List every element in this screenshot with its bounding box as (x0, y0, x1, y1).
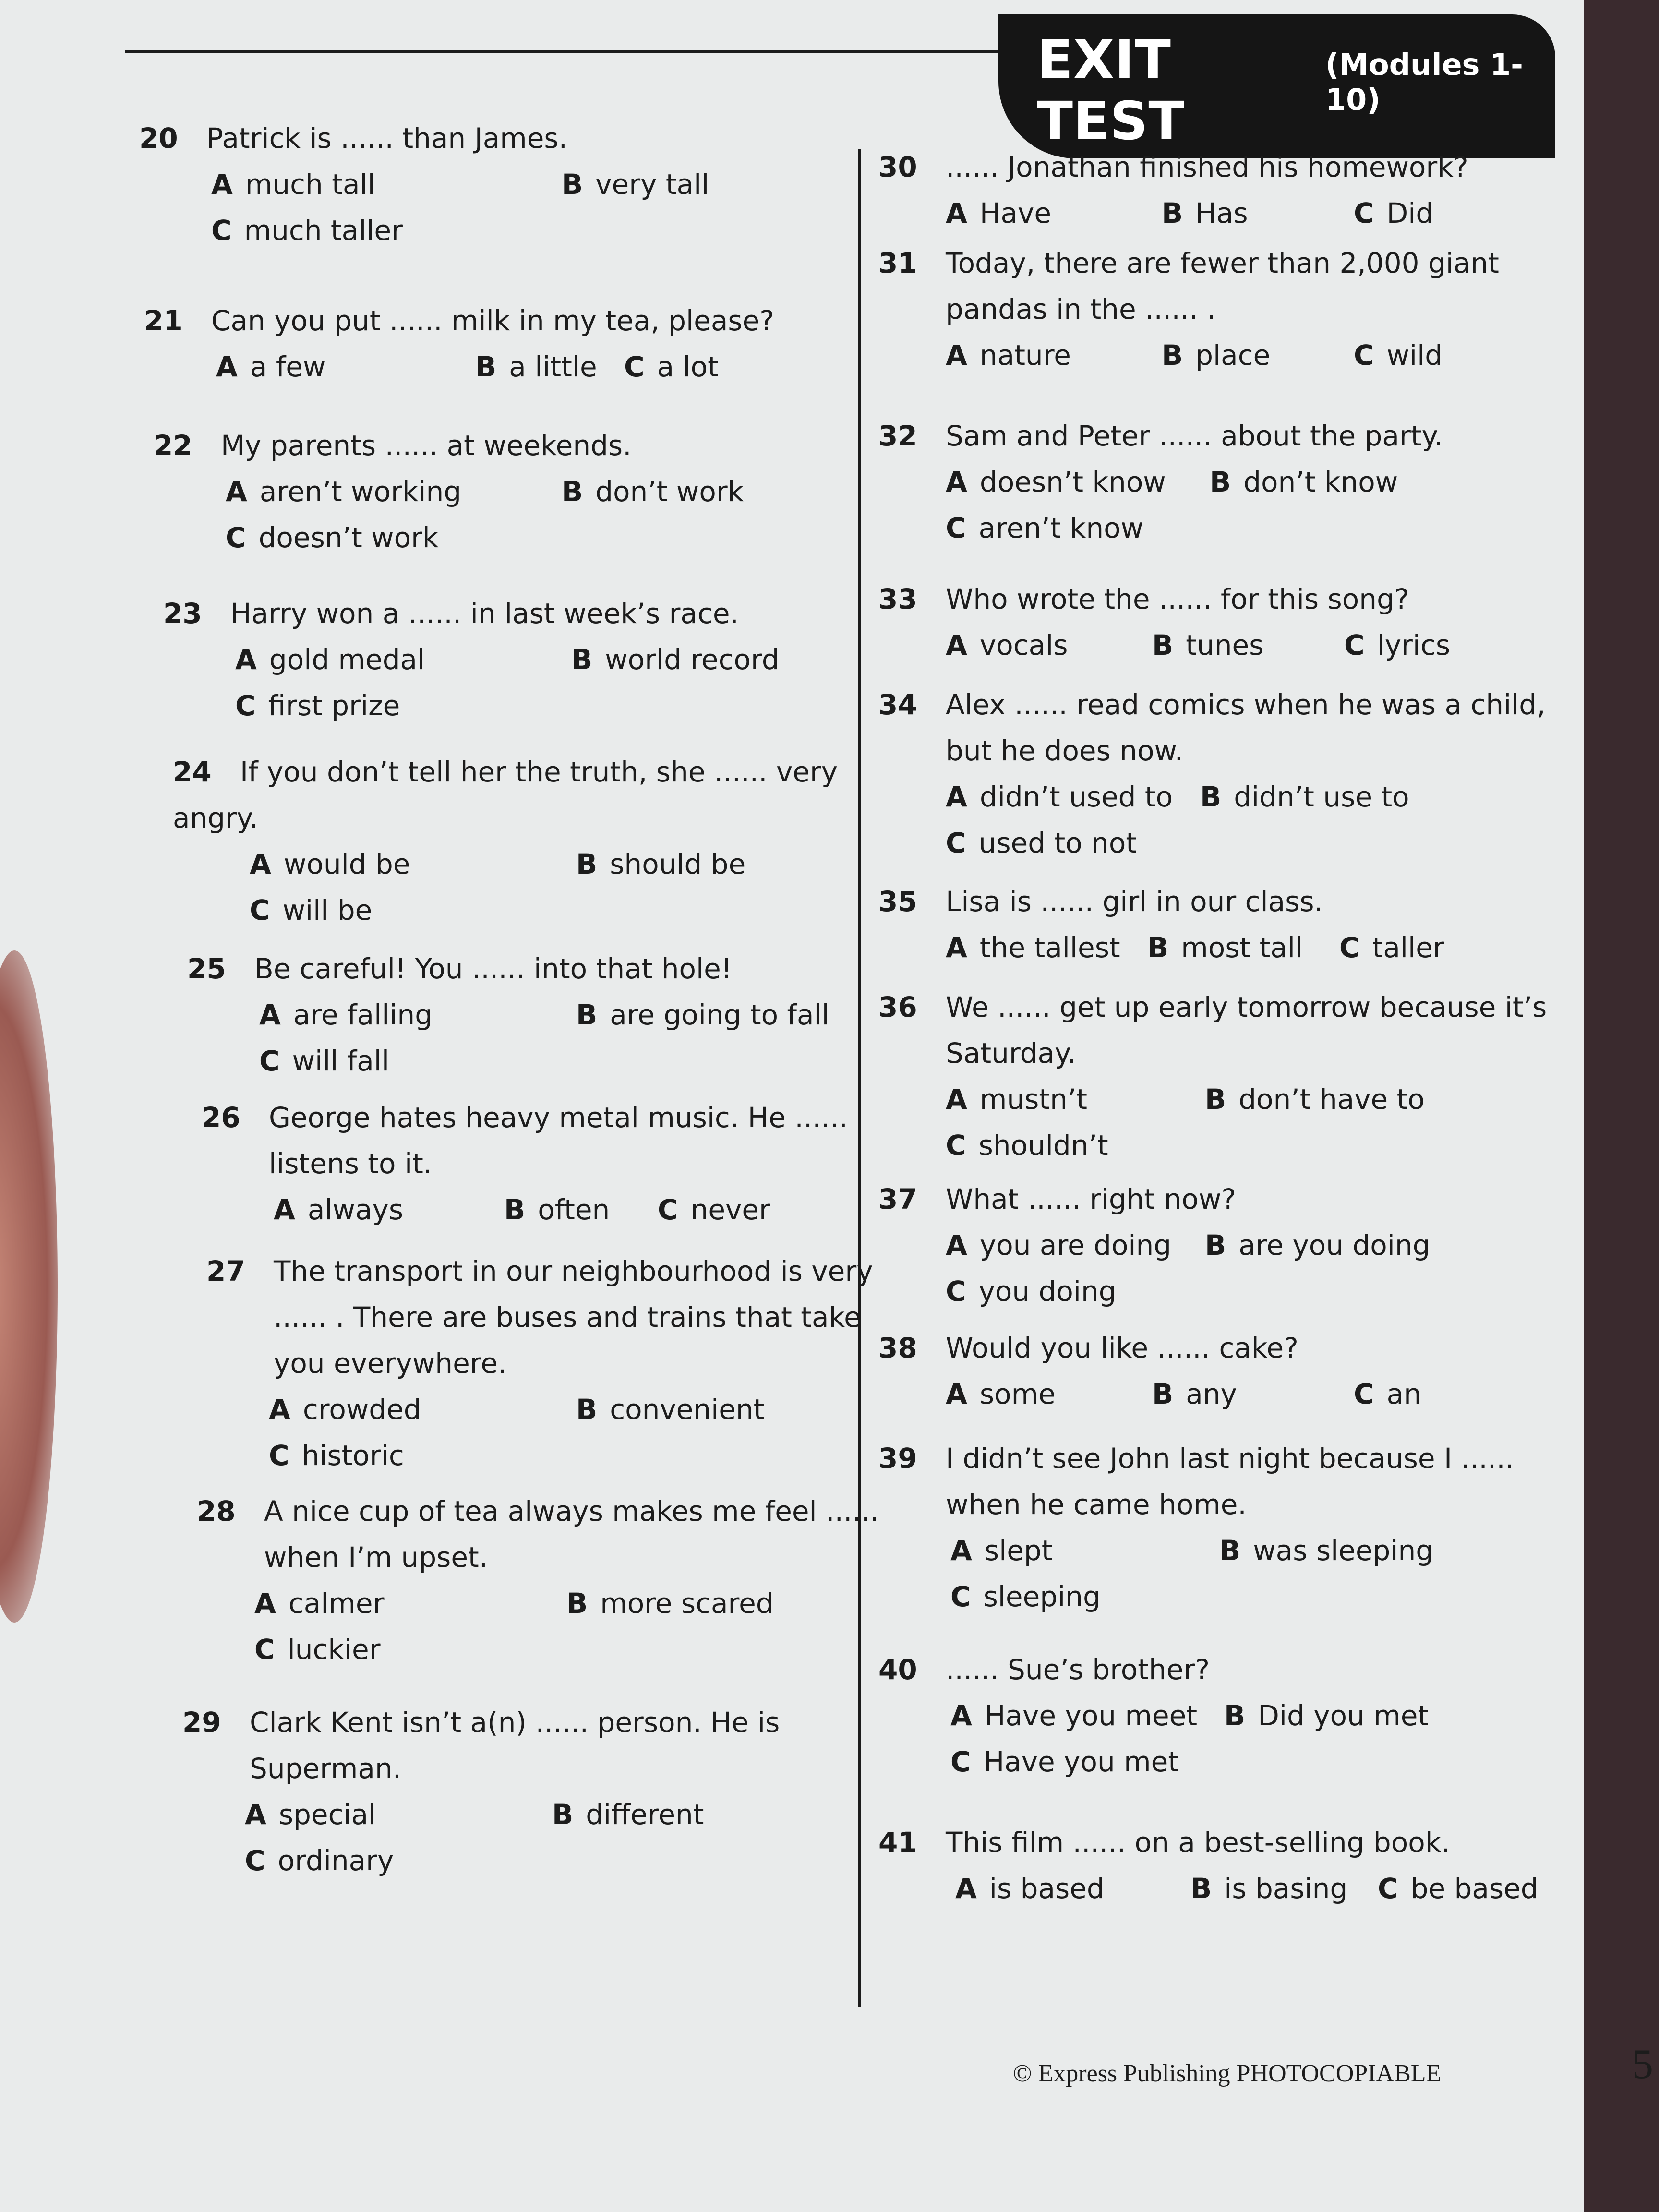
answer-option-a[interactable] (946, 774, 1173, 820)
option-letter: C (1339, 931, 1360, 964)
option-letter: C (245, 1844, 265, 1877)
question-text: What ...... right now? (946, 1183, 1237, 1215)
answer-option-a[interactable] (946, 459, 1166, 505)
answer-option-b[interactable] (562, 161, 709, 207)
option-letter: A (254, 1587, 276, 1620)
answer-option-a[interactable] (250, 841, 410, 887)
option-text: taller (1372, 931, 1444, 964)
question-number: 36 (878, 991, 917, 1023)
option-letter: A (216, 350, 238, 383)
option-letter: C (235, 689, 256, 722)
answer-option-c[interactable] (211, 207, 403, 253)
answer-option-b[interactable] (1162, 332, 1270, 378)
question-number: 40 (878, 1653, 917, 1686)
option-letter: A (946, 1378, 967, 1410)
option-letter: C (1354, 339, 1374, 372)
option-text: sleeping (983, 1580, 1101, 1613)
option-letter: A (250, 848, 271, 880)
page-title: EXIT TEST (1037, 29, 1185, 152)
answer-option-b[interactable] (576, 841, 745, 887)
question-text: I didn’t see John last night because I ...... (946, 1442, 1515, 1475)
option-text: ordinary (277, 1844, 394, 1877)
option-text: more scared (600, 1587, 774, 1620)
answer-option-b[interactable] (552, 1791, 704, 1838)
question-number: 23 (163, 597, 202, 630)
option-letter: A (946, 629, 967, 661)
top-rule-line (125, 50, 1085, 53)
question-text: Saturday. (946, 1037, 1076, 1070)
question-number: 31 (878, 247, 917, 279)
option-text: gold medal (269, 643, 425, 676)
answer-option-b[interactable] (566, 1580, 774, 1626)
option-letter: B (562, 475, 583, 508)
footer-copyright: © Express Publishing PHOTOCOPIABLE (1013, 2060, 1442, 2087)
option-letter: B (1224, 1699, 1246, 1732)
option-letter: A (946, 931, 967, 964)
option-letter: B (1162, 197, 1183, 229)
option-text: convenient (610, 1393, 765, 1426)
option-letter: C (950, 1745, 971, 1778)
answer-option-b[interactable] (1219, 1527, 1433, 1574)
question-text: Alex ...... read comics when he was a child, (946, 688, 1546, 721)
option-letter: C (946, 1275, 966, 1308)
answer-option-a[interactable] (946, 1371, 1056, 1417)
question-text: Sam and Peter ...... about the party. (946, 420, 1443, 452)
option-text: Did (1386, 197, 1434, 229)
question-text: Be careful! You ...... into that hole! (254, 952, 733, 985)
answer-option-c[interactable] (624, 344, 719, 390)
question-text: Clark Kent isn’t a(n) ...... person. He is (250, 1706, 780, 1739)
question-text: This film ...... on a best-selling book. (946, 1826, 1450, 1859)
answer-option-c[interactable] (226, 515, 439, 561)
answer-option-c[interactable] (950, 1739, 1179, 1785)
answer-option-c[interactable] (946, 820, 1137, 866)
option-text: most tall (1181, 931, 1303, 964)
option-letter: A (211, 168, 233, 201)
question-text: ...... Sue’s brother? (946, 1653, 1210, 1686)
option-text: is based (989, 1872, 1105, 1905)
option-text: an (1386, 1378, 1421, 1410)
option-letter: C (254, 1633, 275, 1666)
option-text: don’t work (595, 475, 744, 508)
answer-option-c[interactable] (1354, 332, 1443, 378)
question-number: 32 (878, 420, 917, 452)
option-text: calmer (288, 1587, 385, 1620)
option-letter: C (211, 214, 232, 247)
question-text: listens to it. (269, 1147, 433, 1180)
question-number: 41 (878, 1826, 917, 1859)
answer-option-c[interactable] (946, 1268, 1117, 1314)
option-text: was sleeping (1253, 1534, 1434, 1567)
answer-option-b[interactable] (1205, 1076, 1425, 1122)
answer-option-a[interactable] (216, 344, 325, 390)
answer-option-b[interactable] (1200, 774, 1409, 820)
option-letter: A (946, 197, 967, 229)
option-letter: A (274, 1193, 295, 1226)
question-number: 37 (878, 1183, 917, 1215)
option-text: will fall (292, 1045, 389, 1077)
option-letter: B (576, 1393, 598, 1426)
answer-option-b[interactable] (576, 992, 830, 1038)
question-text: Can you put ...... milk in my tea, please? (211, 304, 775, 337)
option-letter: B (1147, 931, 1169, 964)
option-text: don’t have to (1238, 1083, 1425, 1116)
answer-option-c[interactable] (1354, 1371, 1421, 1417)
answer-option-a[interactable] (235, 637, 425, 683)
answer-option-a[interactable] (254, 1580, 384, 1626)
option-text: are falling (293, 998, 433, 1031)
option-text: historic (301, 1439, 404, 1472)
question-number: 21 (144, 304, 183, 337)
question-text: ...... Jonathan finished his homework? (946, 151, 1468, 183)
option-letter: B (1190, 1872, 1212, 1905)
option-letter: B (1152, 1378, 1174, 1410)
option-text: special (278, 1798, 376, 1831)
question-text: The transport in our neighbourhood is very (274, 1255, 873, 1287)
option-letter: C (950, 1580, 971, 1613)
option-letter: A (245, 1798, 266, 1831)
question-text: angry. (173, 802, 258, 834)
option-letter: C (946, 1129, 966, 1162)
question-text: ...... . There are buses and trains that take (274, 1301, 861, 1334)
option-text: luckier (287, 1633, 381, 1666)
answer-option-c[interactable] (946, 505, 1143, 551)
option-text: Have you meet (984, 1699, 1198, 1732)
answer-option-a[interactable] (946, 1076, 1087, 1122)
answer-option-c[interactable] (259, 1038, 389, 1084)
option-text: didn’t used to (979, 781, 1173, 813)
answer-option-a[interactable] (946, 622, 1068, 668)
option-letter: B (1219, 1534, 1241, 1567)
option-text: you doing (978, 1275, 1117, 1308)
option-text: world record (605, 643, 780, 676)
option-text: Did you met (1258, 1699, 1429, 1732)
option-letter: B (1162, 339, 1183, 372)
option-text: much tall (245, 168, 375, 201)
option-letter: C (269, 1439, 289, 1472)
option-text: be based (1410, 1872, 1539, 1905)
option-letter: A (955, 1872, 977, 1905)
option-letter: B (1200, 781, 1222, 813)
option-text: are going to fall (610, 998, 830, 1031)
answer-option-c[interactable] (250, 887, 372, 933)
option-text: doesn’t know (979, 466, 1166, 498)
option-letter: A (226, 475, 247, 508)
answer-option-c[interactable] (1378, 1865, 1539, 1911)
question-text: Would you like ...... cake? (946, 1332, 1298, 1364)
answer-option-a[interactable] (946, 1222, 1171, 1268)
question-number: 35 (878, 885, 917, 918)
answer-option-c[interactable] (658, 1187, 770, 1233)
question-text: when he came home. (946, 1488, 1247, 1521)
option-text: always (307, 1193, 404, 1226)
question-number: 24 (173, 756, 212, 788)
option-letter: B (1210, 466, 1231, 498)
option-text: Have you met (983, 1745, 1179, 1778)
question-number: 39 (878, 1442, 917, 1475)
option-text: a little (509, 350, 597, 383)
answer-option-b[interactable] (1147, 925, 1303, 971)
question-text: Superman. (250, 1752, 402, 1785)
option-letter: B (562, 168, 583, 201)
answer-option-a[interactable] (245, 1791, 376, 1838)
question-text: Who wrote the ...... for this song? (946, 583, 1409, 615)
option-text: much taller (244, 214, 403, 247)
question-text: but he does now. (946, 734, 1184, 767)
answer-option-a[interactable] (946, 190, 1051, 236)
option-letter: A (950, 1699, 972, 1732)
option-letter: B (1205, 1083, 1226, 1116)
answer-option-c[interactable] (946, 1122, 1108, 1168)
option-text: first prize (268, 689, 400, 722)
option-text: tunes (1186, 629, 1264, 661)
option-letter: C (1354, 197, 1374, 229)
option-text: shouldn’t (978, 1129, 1108, 1162)
answer-option-c[interactable] (254, 1626, 381, 1672)
option-text: the tallest (979, 931, 1120, 964)
answer-option-a[interactable] (226, 469, 461, 515)
option-text: nature (979, 339, 1071, 372)
option-letter: A (946, 781, 967, 813)
option-text: should be (610, 848, 746, 880)
answer-option-b[interactable] (562, 469, 744, 515)
question-text: pandas in the ...... . (946, 293, 1216, 325)
option-text: you are doing (979, 1229, 1172, 1262)
option-letter: C (624, 350, 645, 383)
option-letter: B (1152, 629, 1174, 661)
option-letter: A (946, 339, 967, 372)
option-letter: C (1344, 629, 1365, 661)
question-text: when I’m upset. (264, 1541, 488, 1574)
option-text: slept (984, 1534, 1053, 1567)
answer-option-b[interactable] (1162, 190, 1248, 236)
answer-option-c[interactable] (1354, 190, 1433, 236)
option-text: wild (1386, 339, 1443, 372)
option-letter: C (226, 521, 246, 554)
option-letter: A (946, 1083, 967, 1116)
answer-option-b[interactable] (1210, 459, 1398, 505)
option-letter: A (269, 1393, 290, 1426)
option-letter: B (576, 848, 598, 880)
question-text: Harry won a ...... in last week’s race. (230, 597, 739, 630)
answer-option-c[interactable] (269, 1432, 404, 1479)
answer-option-a[interactable] (269, 1386, 421, 1432)
option-text: never (690, 1193, 770, 1226)
answer-option-c[interactable] (1344, 622, 1450, 668)
answer-option-a[interactable] (211, 161, 375, 207)
option-text: different (586, 1798, 704, 1831)
answer-option-b[interactable] (1205, 1222, 1430, 1268)
option-letter: C (1354, 1378, 1374, 1410)
question-text: My parents ...... at weekends. (221, 429, 632, 462)
option-text: would be (283, 848, 410, 880)
option-text: doesn’t work (258, 521, 439, 554)
option-text: very tall (595, 168, 709, 201)
question-text: you everywhere. (274, 1347, 507, 1380)
option-letter: C (946, 512, 966, 544)
option-letter: A (946, 1229, 967, 1262)
answer-option-b[interactable] (1190, 1865, 1347, 1911)
answer-option-a[interactable] (274, 1187, 403, 1233)
answer-option-c[interactable] (245, 1838, 394, 1884)
option-text: are you doing (1238, 1229, 1431, 1262)
option-letter: C (946, 827, 966, 859)
page-number: 5 (1632, 2041, 1653, 2088)
question-text: Lisa is ...... girl in our class. (946, 885, 1323, 918)
answer-option-a[interactable] (946, 332, 1071, 378)
option-text: Has (1195, 197, 1248, 229)
option-text: a few (250, 350, 326, 383)
option-text: a lot (657, 350, 719, 383)
question-number: 33 (878, 583, 917, 615)
question-text: We ...... get up early tomorrow because it’s (946, 991, 1547, 1023)
option-text: mustn’t (979, 1083, 1088, 1116)
answer-option-b[interactable] (504, 1187, 610, 1233)
option-letter: C (259, 1045, 280, 1077)
question-number: 26 (202, 1101, 240, 1134)
answer-option-b[interactable] (475, 344, 597, 390)
option-letter: C (1378, 1872, 1398, 1905)
option-letter: A (946, 466, 967, 498)
question-number: 27 (206, 1255, 245, 1287)
question-number: 38 (878, 1332, 917, 1364)
question-number: 29 (182, 1706, 221, 1739)
option-text: some (979, 1378, 1056, 1410)
option-text: place (1195, 339, 1271, 372)
answer-option-c[interactable] (1339, 925, 1444, 971)
option-text: often (538, 1193, 610, 1226)
answer-option-b[interactable] (1152, 1371, 1237, 1417)
option-letter: B (475, 350, 497, 383)
option-letter: A (235, 643, 257, 676)
answer-option-b[interactable] (1152, 622, 1263, 668)
option-text: lyrics (1377, 629, 1451, 661)
option-letter: A (950, 1534, 972, 1567)
option-text: crowded (302, 1393, 421, 1426)
option-letter: C (658, 1193, 678, 1226)
option-text: any (1186, 1378, 1237, 1410)
option-letter: B (504, 1193, 526, 1226)
answer-option-b[interactable] (576, 1386, 764, 1432)
option-letter: B (566, 1587, 588, 1620)
option-text: Have (979, 197, 1052, 229)
option-text: used to not (978, 827, 1137, 859)
question-number: 20 (139, 122, 178, 155)
option-letter: C (250, 894, 270, 926)
option-text: didn’t use to (1234, 781, 1409, 813)
option-text: vocals (979, 629, 1068, 661)
answer-option-b[interactable] (571, 637, 780, 683)
option-letter: B (576, 998, 598, 1031)
answer-option-b[interactable] (1224, 1693, 1429, 1739)
option-text: is basing (1224, 1872, 1348, 1905)
option-text: aren’t know (978, 512, 1144, 544)
answer-option-a[interactable] (259, 992, 433, 1038)
column-divider (858, 149, 861, 2007)
answer-option-a[interactable] (955, 1865, 1105, 1911)
option-text: will be (282, 894, 373, 926)
question-number: 28 (197, 1495, 236, 1527)
option-letter: A (259, 998, 281, 1031)
question-text: If you don’t tell her the truth, she ...... very (240, 756, 838, 788)
question-number: 30 (878, 151, 917, 183)
header-banner (998, 14, 1555, 158)
question-number: 22 (154, 429, 192, 462)
question-text: Today, there are fewer than 2,000 giant (946, 247, 1499, 279)
page-subtitle: (Modules 1-10) (1325, 47, 1523, 117)
answer-option-a[interactable] (950, 1693, 1197, 1739)
question-text: A nice cup of tea always makes me feel ...... (264, 1495, 879, 1527)
option-letter: B (552, 1798, 574, 1831)
question-number: 34 (878, 688, 917, 721)
question-text: Patrick is ...... than James. (206, 122, 568, 155)
answer-option-a[interactable] (950, 1527, 1052, 1574)
answer-option-a[interactable] (946, 925, 1120, 971)
option-letter: B (1205, 1229, 1226, 1262)
question-text: George hates heavy metal music. He ...... (269, 1101, 848, 1134)
option-letter: B (571, 643, 593, 676)
option-text: aren’t working (259, 475, 462, 508)
question-number: 25 (187, 952, 226, 985)
option-text: don’t know (1243, 466, 1398, 498)
answer-option-c[interactable] (235, 683, 400, 729)
answer-option-c[interactable] (950, 1574, 1101, 1620)
